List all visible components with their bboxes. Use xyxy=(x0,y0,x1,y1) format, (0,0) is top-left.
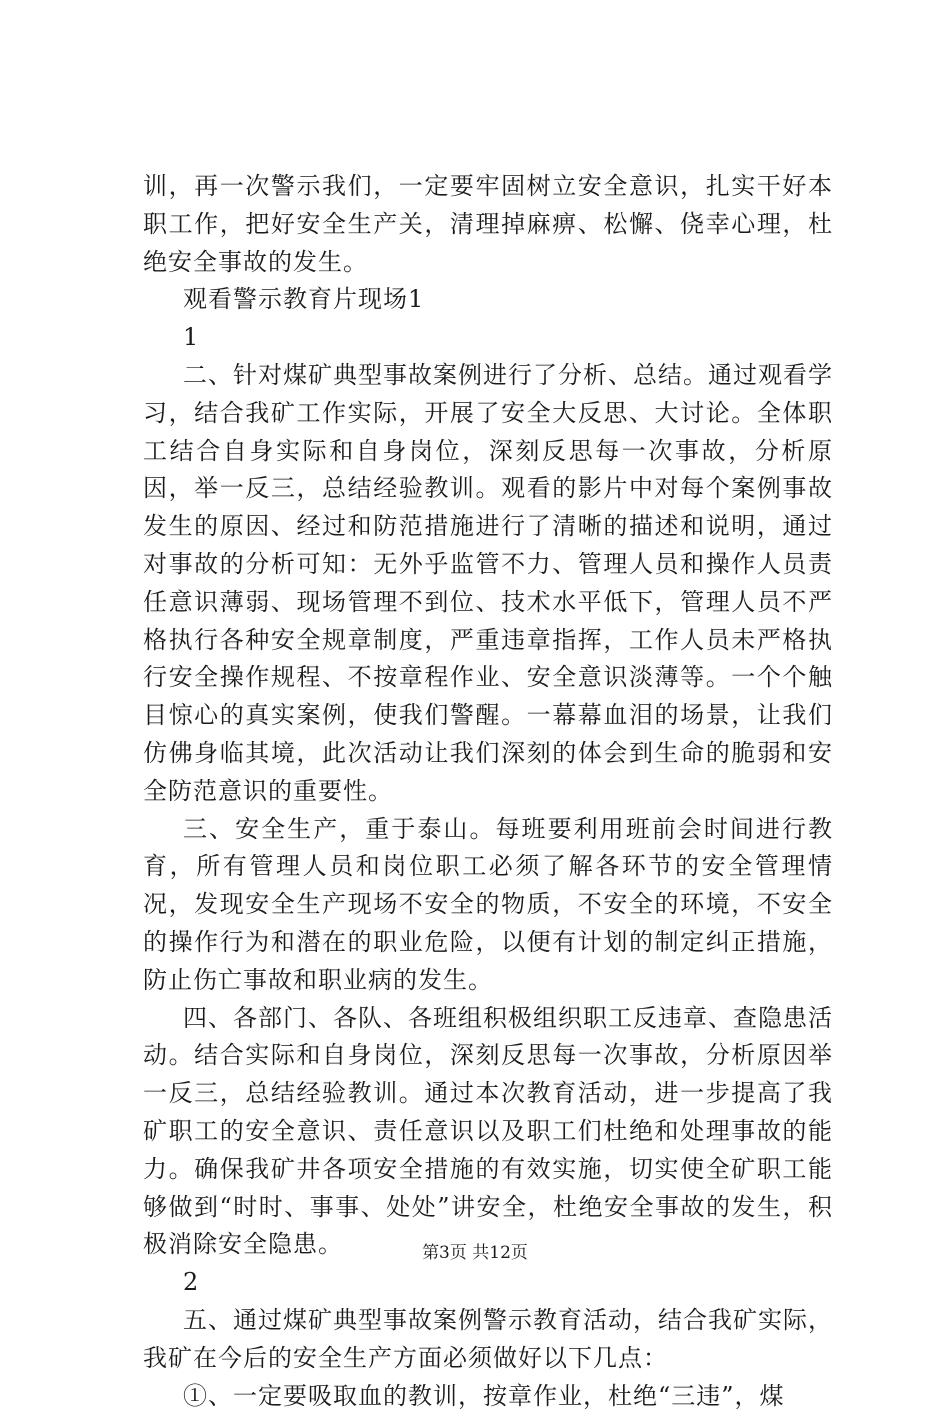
page-footer: 第3页 共12页 xyxy=(0,1242,950,1264)
document-body xyxy=(143,168,833,1415)
paragraph-section-5: 五、通过煤矿典型事故案例警示教育活动，结合我矿实际，我矿在今后的安全生产方面必须做好以下几点： xyxy=(143,1302,833,1378)
paragraph-item-1: ①、一定要吸取血的教训，按章作业，杜绝“三违”，煤 xyxy=(143,1378,833,1415)
paragraph-section-4: 四、各部门、各队、各班组积极组织职工反违章、查隐患活动。结合实际和自身岗位，深刻反思每一次事故，分析原因举一反三，总结经验教训。通过本次教育活动，进一步提高了我矿职工的安全意识、责任意识以及职工们杜绝和处理事故的能力。确保我矿井各项安全措施的有效实施，切实使全矿职工能够做到“时时、事事、处处”讲安全，杜绝安全事故的发生，积极消除安全隐患。 xyxy=(143,1000,833,1265)
paragraph-section-3: 三、安全生产，重于泰山。每班要利用班前会时间进行教育，所有管理人员和岗位职工必须了解各环节的安全管理情况，发现安全生产现场不安全的物质，不安全的环境，不安全的操作行为和潜在的职业危险，以便有计划的制定纠正措施，防止伤亡事故和职业病的发生。 xyxy=(143,811,833,1000)
page-marker-2: 2 xyxy=(143,1264,833,1302)
photo-caption: 观看警示教育片现场1 xyxy=(143,281,833,319)
page-marker-1: 1 xyxy=(143,319,833,357)
paragraph-section-2: 二、针对煤矿典型事故案例进行了分析、总结。通过观看学习，结合我矿工作实际，开展了安全大反思、大讨论。全体职工结合自身实际和自身岗位，深刻反思每一次事故，分析原因，举一反三，总结经验教训。观看的影片中对每个案例事故发生的原因、经过和防范措施进行了清晰的描述和说明，通过对事故的分析可知：无外乎监管不力、管理人员和操作人员责任意识薄弱、现场管理不到位、技术水平低下，管理人员不严格执行各种安全规章制度，严重违章指挥，工作人员未严格执行安全操作规程、不按章程作业、安全意识淡薄等。一个个触目惊心的真实案例，使我们警醒。一幕幕血泪的场景，让我们仿佛身临其境，此次活动让我们深刻的体会到生命的脆弱和安全防范意识的重要性。 xyxy=(143,357,833,811)
paragraph-continuation: 训，再一次警示我们，一定要牢固树立安全意识，扎实干好本职工作，把好安全生产关，清理掉麻痹、松懈、侥幸心理，杜绝安全事故的发生。 xyxy=(143,168,833,281)
